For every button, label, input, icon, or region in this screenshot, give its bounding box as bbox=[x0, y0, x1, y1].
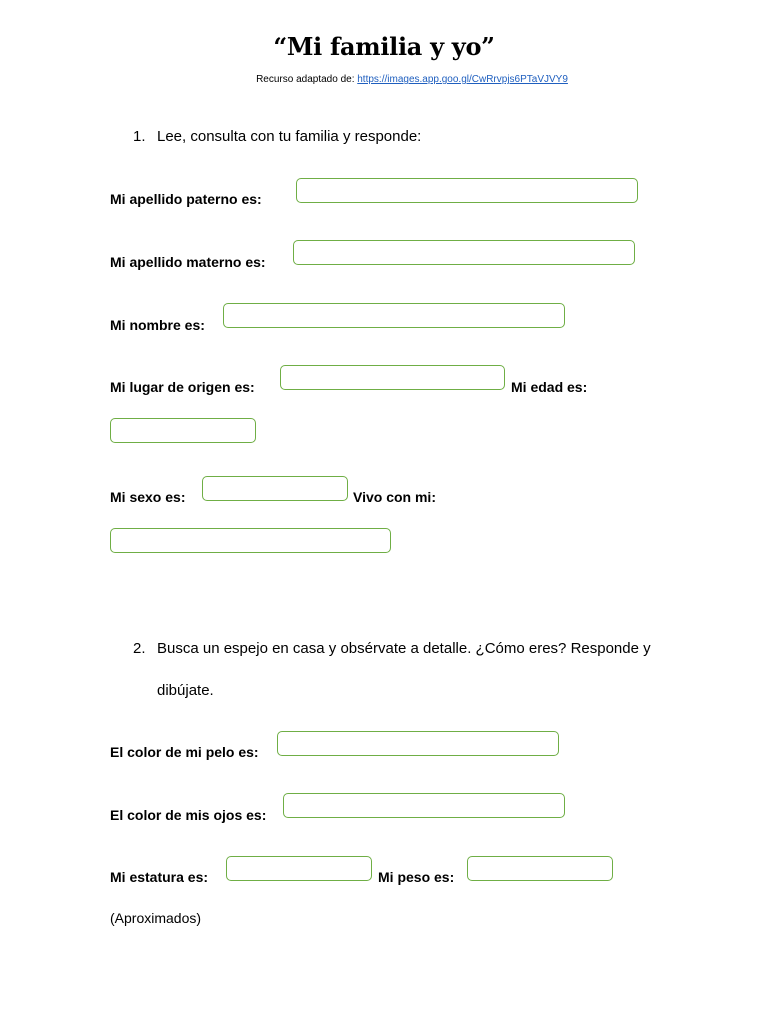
source-prefix: Recurso adaptado de: bbox=[256, 74, 358, 85]
label-edad: Mi edad es: bbox=[511, 379, 588, 395]
label-nombre: Mi nombre es: bbox=[110, 317, 205, 333]
question-2-text-line2: dibújate. bbox=[157, 682, 214, 699]
question-1-text: Lee, consulta con tu familia y responde: bbox=[157, 128, 422, 145]
label-color-ojos: El color de mis ojos es: bbox=[110, 807, 267, 823]
peso-field[interactable] bbox=[467, 856, 613, 881]
question-2-number: 2. bbox=[133, 640, 146, 657]
page-title: “Mi familia y yo” bbox=[273, 32, 495, 61]
note-aproximados: (Aproximados) bbox=[110, 910, 202, 926]
nombre-field[interactable] bbox=[223, 303, 565, 328]
vivo-con-field[interactable] bbox=[110, 528, 391, 553]
question-2-line2 bbox=[157, 682, 214, 699]
lugar-origen-field[interactable] bbox=[280, 365, 505, 390]
question-1-number: 1. bbox=[133, 128, 146, 145]
label-apellido-materno: Mi apellido materno es: bbox=[110, 254, 266, 270]
estatura-field[interactable] bbox=[226, 856, 372, 881]
source-line bbox=[0, 74, 768, 85]
question-2-text-line1: Busca un espejo en casa y obsérvate a detalle. ¿Cómo eres? Responde y bbox=[157, 640, 651, 657]
label-apellido-paterno: Mi apellido paterno es: bbox=[110, 191, 262, 207]
label-estatura: Mi estatura es: bbox=[110, 869, 209, 885]
label-color-pelo: El color de mi pelo es: bbox=[110, 744, 259, 760]
source-link[interactable]: https://images.app.goo.gl/CwRrvpjs6PTaVJVY9 bbox=[357, 74, 568, 85]
edad-field[interactable] bbox=[110, 418, 256, 443]
apellido-paterno-field[interactable] bbox=[296, 178, 638, 203]
label-peso: Mi peso es: bbox=[378, 869, 455, 885]
apellido-materno-field[interactable] bbox=[293, 240, 635, 265]
label-lugar-origen: Mi lugar de origen es: bbox=[110, 379, 255, 395]
label-vivo-con: Vivo con mi: bbox=[353, 489, 436, 505]
color-pelo-field[interactable] bbox=[277, 731, 559, 756]
label-sexo: Mi sexo es: bbox=[110, 489, 186, 505]
sexo-field[interactable] bbox=[202, 476, 348, 501]
color-ojos-field[interactable] bbox=[283, 793, 565, 818]
